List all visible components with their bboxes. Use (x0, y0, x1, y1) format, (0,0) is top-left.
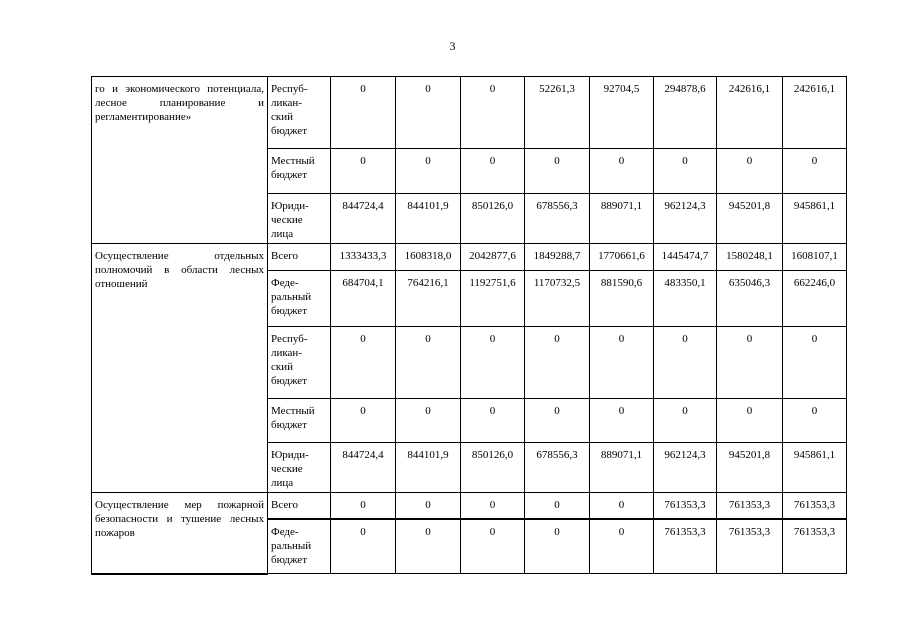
amount-cell: 242616,1 (783, 77, 847, 149)
budget-table (91, 76, 847, 575)
amount-cell: 0 (331, 77, 396, 149)
amount-cell: 850126,0 (461, 194, 525, 244)
amount-cell: 483350,1 (654, 271, 717, 327)
amount-cell: 844724,4 (331, 443, 396, 493)
amount-cell: 0 (331, 519, 396, 574)
amount-cell: 0 (590, 493, 654, 519)
amount-cell: 0 (331, 327, 396, 399)
amount-cell: 0 (590, 399, 654, 443)
funding-source: Феде- ральный бюджет (268, 519, 331, 574)
amount-cell: 850126,0 (461, 443, 525, 493)
amount-cell: 0 (331, 493, 396, 519)
amount-cell: 945861,1 (783, 443, 847, 493)
funding-source: Феде- ральный бюджет (268, 271, 331, 327)
amount-cell: 678556,3 (525, 194, 590, 244)
amount-cell: 844101,9 (396, 194, 461, 244)
amount-cell: 0 (525, 399, 590, 443)
amount-cell: 0 (331, 399, 396, 443)
amount-cell: 962124,3 (654, 194, 717, 244)
amount-cell: 678556,3 (525, 443, 590, 493)
amount-cell: 889071,1 (590, 443, 654, 493)
activity-description: Осуществление отдельных полномочий в области лесных отношений (92, 244, 268, 493)
amount-cell: 761353,3 (717, 519, 783, 574)
amount-cell: 945201,8 (717, 194, 783, 244)
amount-cell: 0 (783, 327, 847, 399)
funding-source: Местный бюджет (268, 399, 331, 443)
amount-cell: 1445474,7 (654, 244, 717, 271)
amount-cell: 2042877,6 (461, 244, 525, 271)
amount-cell: 0 (525, 327, 590, 399)
amount-cell: 0 (461, 327, 525, 399)
funding-source: Респуб- ликан- ский бюджет (268, 327, 331, 399)
amount-cell: 1770661,6 (590, 244, 654, 271)
amount-cell: 0 (717, 399, 783, 443)
amount-cell: 0 (590, 519, 654, 574)
amount-cell: 0 (461, 149, 525, 194)
amount-cell: 0 (396, 77, 461, 149)
amount-cell: 0 (461, 77, 525, 149)
amount-cell: 0 (396, 327, 461, 399)
amount-cell: 761353,3 (717, 493, 783, 519)
amount-cell: 0 (590, 149, 654, 194)
funding-source: Всего (268, 493, 331, 519)
amount-cell: 0 (461, 399, 525, 443)
amount-cell: 242616,1 (717, 77, 783, 149)
amount-cell: 881590,6 (590, 271, 654, 327)
amount-cell: 684704,1 (331, 271, 396, 327)
amount-cell: 0 (590, 327, 654, 399)
amount-cell: 1608318,0 (396, 244, 461, 271)
activity-description: Осуществление мер пожарной безопасности и тушение лесных пожаров (92, 493, 268, 574)
amount-cell: 844724,4 (331, 194, 396, 244)
amount-cell: 761353,3 (654, 519, 717, 574)
amount-cell: 1192751,6 (461, 271, 525, 327)
amount-cell: 889071,1 (590, 194, 654, 244)
amount-cell: 0 (525, 149, 590, 194)
amount-cell: 92704,5 (590, 77, 654, 149)
amount-cell: 1580248,1 (717, 244, 783, 271)
funding-source: Юриди- ческие лица (268, 443, 331, 493)
amount-cell: 52261,3 (525, 77, 590, 149)
table-row (92, 493, 847, 519)
amount-cell: 945861,1 (783, 194, 847, 244)
amount-cell: 0 (525, 493, 590, 519)
activity-description: го и экономического потенциала, лесное планирование и регламентирование» (92, 77, 268, 244)
amount-cell: 761353,3 (783, 493, 847, 519)
amount-cell: 0 (717, 327, 783, 399)
funding-source: Юриди- ческие лица (268, 194, 331, 244)
amount-cell: 0 (654, 399, 717, 443)
table-row (92, 77, 847, 149)
amount-cell: 0 (717, 149, 783, 194)
table-row (92, 244, 847, 271)
amount-cell: 294878,6 (654, 77, 717, 149)
amount-cell: 1849288,7 (525, 244, 590, 271)
amount-cell: 1170732,5 (525, 271, 590, 327)
amount-cell: 635046,3 (717, 271, 783, 327)
page-number: 3 (449, 39, 456, 53)
funding-source: Всего (268, 244, 331, 271)
amount-cell: 0 (654, 149, 717, 194)
amount-cell: 1608107,1 (783, 244, 847, 271)
amount-cell: 0 (783, 149, 847, 194)
amount-cell: 0 (461, 519, 525, 574)
amount-cell: 0 (525, 519, 590, 574)
amount-cell: 662246,0 (783, 271, 847, 327)
amount-cell: 764216,1 (396, 271, 461, 327)
amount-cell: 761353,3 (783, 519, 847, 574)
amount-cell: 0 (331, 149, 396, 194)
amount-cell: 0 (654, 327, 717, 399)
amount-cell: 0 (396, 493, 461, 519)
amount-cell: 0 (396, 519, 461, 574)
funding-source: Местный бюджет (268, 149, 331, 194)
amount-cell: 0 (396, 399, 461, 443)
amount-cell: 945201,8 (717, 443, 783, 493)
amount-cell: 1333433,3 (331, 244, 396, 271)
funding-source: Респуб- ликан- ский бюджет (268, 77, 331, 149)
amount-cell: 844101,9 (396, 443, 461, 493)
amount-cell: 761353,3 (654, 493, 717, 519)
amount-cell: 0 (461, 493, 525, 519)
amount-cell: 0 (783, 399, 847, 443)
amount-cell: 0 (396, 149, 461, 194)
amount-cell: 962124,3 (654, 443, 717, 493)
